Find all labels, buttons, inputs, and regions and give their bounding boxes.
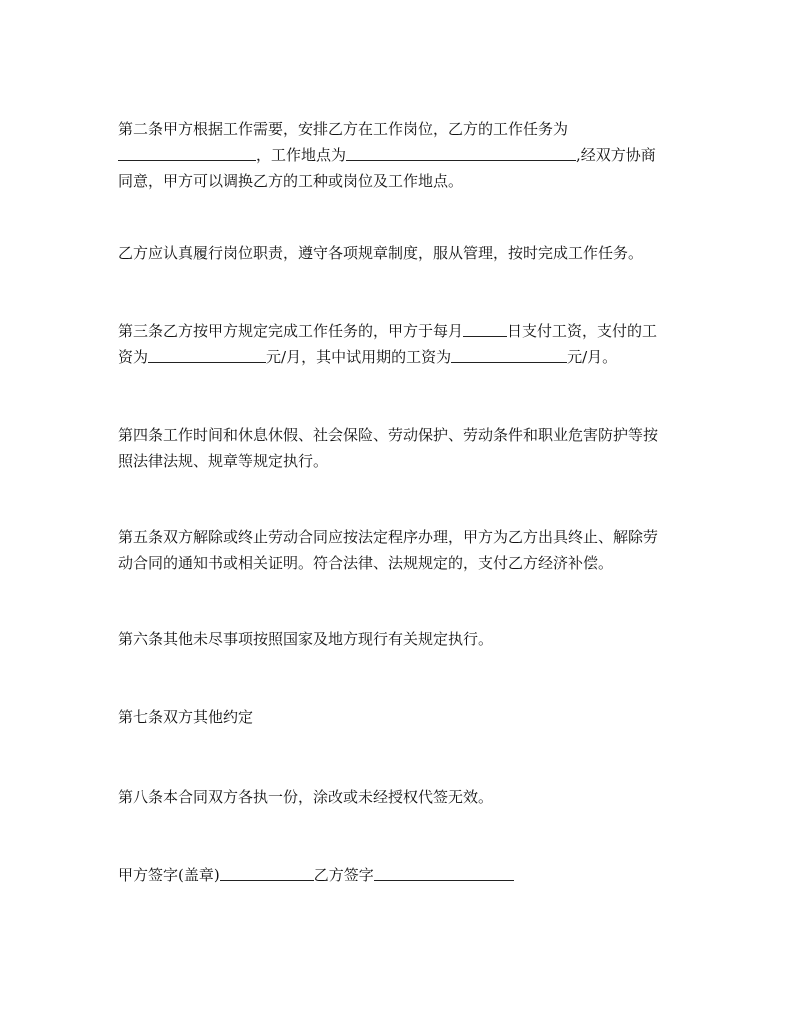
article-3-text-c: 资为 bbox=[118, 348, 149, 366]
article-2-line-1: 第二条甲方根据工作需要，安排乙方在工作岗位，乙方的工作任务为 bbox=[118, 120, 569, 138]
article-3-text-b: 日支付工资，支付的工 bbox=[507, 322, 658, 340]
article-3 bbox=[118, 318, 683, 370]
signature-row bbox=[118, 862, 683, 888]
party-a-signature-label: 甲方签字(盖章) bbox=[118, 866, 220, 884]
article-5-line-1: 第五条双方解除或终止劳动合同应按法定程序办理，甲方为乙方出具终止、解除劳 bbox=[118, 528, 659, 546]
signature-line bbox=[118, 862, 683, 888]
article-5-line-2: 动合同的通知书或相关证明。符合法律、法规规定的，支付乙方经济补偿。 bbox=[118, 554, 614, 572]
party-b-signature-blank[interactable] bbox=[374, 864, 514, 881]
article-6 bbox=[118, 626, 683, 652]
duty-paragraph bbox=[118, 240, 683, 266]
article-8-text: 第八条本合同双方各执一份，涂改或未经授权代签无效。 bbox=[118, 788, 494, 806]
article-8 bbox=[118, 784, 683, 810]
probation-salary-blank[interactable] bbox=[451, 346, 567, 363]
article-3-line-2 bbox=[118, 344, 683, 370]
party-a-signature-blank[interactable] bbox=[220, 864, 314, 881]
article-3-text-e: 元/月。 bbox=[567, 348, 618, 366]
work-task-blank[interactable] bbox=[118, 144, 256, 161]
article-3-line-1 bbox=[118, 318, 683, 344]
monthly-salary-blank[interactable] bbox=[148, 346, 266, 363]
article-7 bbox=[118, 704, 683, 730]
article-6-text: 第六条其他未尽事项按照国家及地方现行有关规定执行。 bbox=[118, 630, 494, 648]
article-2-work-place-label: ，工作地点为 bbox=[256, 146, 347, 164]
work-place-blank[interactable] bbox=[346, 144, 576, 161]
duty-text: 乙方应认真履行岗位职责，遵守各项规章制度，服从管理，按时完成工作任务。 bbox=[118, 244, 644, 262]
article-4-line-2: 照法律法规、规章等规定执行。 bbox=[118, 452, 329, 470]
article-3-text-d: 元/月，其中试用期的工资为 bbox=[266, 348, 452, 366]
pay-day-blank[interactable] bbox=[463, 320, 507, 337]
article-4 bbox=[118, 422, 683, 474]
article-2-line-2 bbox=[118, 142, 683, 168]
article-2 bbox=[118, 116, 683, 194]
article-4-line-1: 第四条工作时间和休息休假、社会保险、劳动保护、劳动条件和职业危害防护等按 bbox=[118, 426, 659, 444]
article-2-consult-text: ,经双方协商 bbox=[576, 146, 656, 164]
article-3-text-a: 第三条乙方按甲方规定完成工作任务的，甲方于每月 bbox=[118, 322, 464, 340]
article-2-line-3: 同意，甲方可以调换乙方的工种或岗位及工作地点。 bbox=[118, 172, 464, 190]
article-5 bbox=[118, 524, 683, 576]
party-b-signature-label: 乙方签字 bbox=[313, 866, 374, 884]
article-7-text: 第七条双方其他约定 bbox=[118, 708, 254, 726]
